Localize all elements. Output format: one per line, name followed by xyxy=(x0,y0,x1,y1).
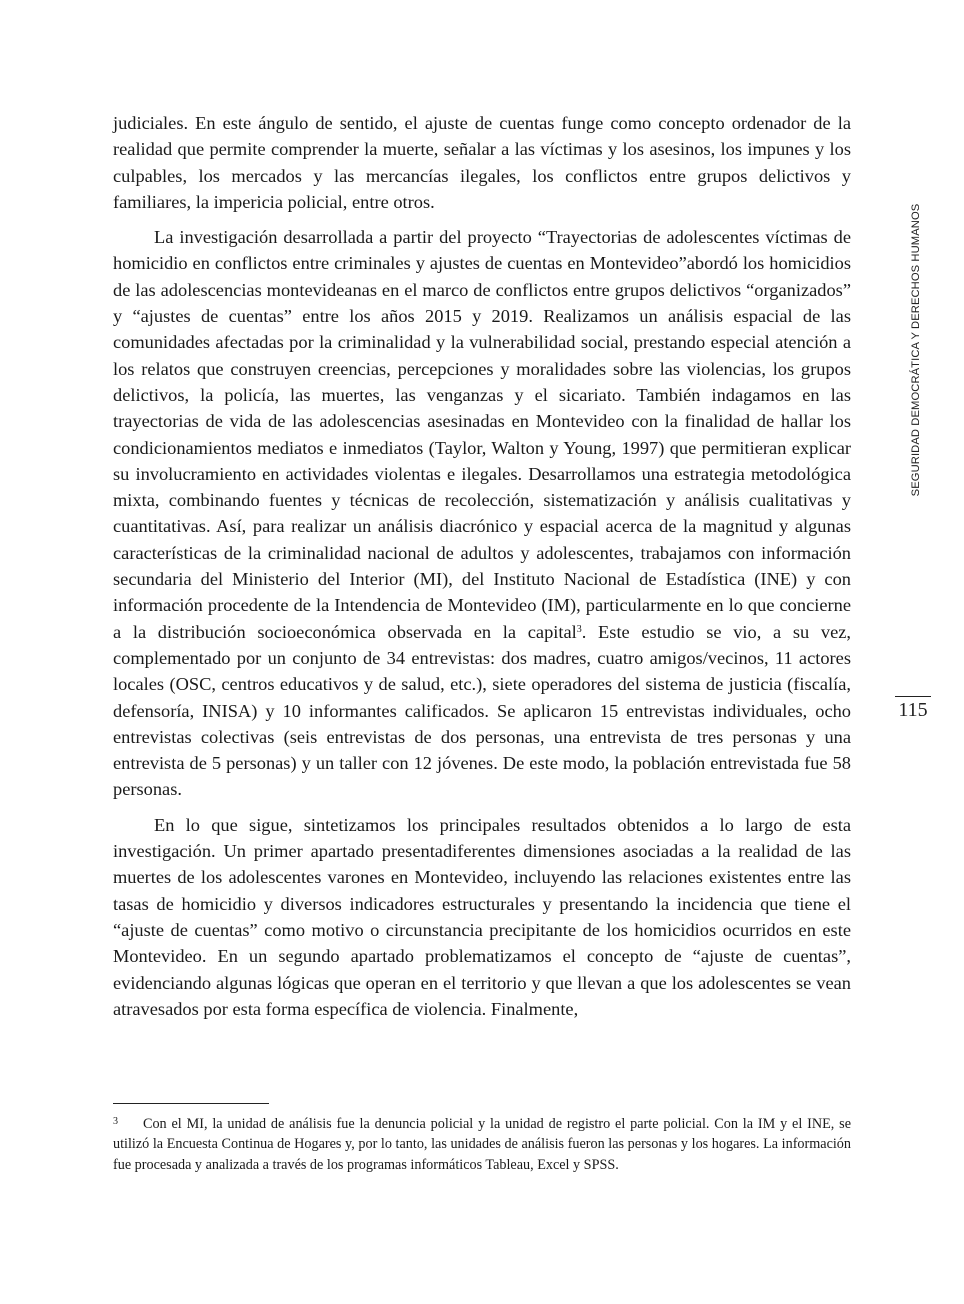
footnote-reference: 3 xyxy=(576,623,582,635)
footnote-text: Con el MI, la unidad de análisis fue la denuncia policial y la unidad de registro el parte policial. Con la IM y el INE, se utilizó la Encuesta Continua de Hogares y, por lo tanto, las unidades de análisis fueron las personas y los hogares. La información fue procesada y analizada a través de los programas informáticos Tableau, Excel y SPSS. xyxy=(113,1116,851,1173)
paragraph-1: judiciales. En este ángulo de sentido, el ajuste de cuentas funge como concepto ordenador de la realidad que permite comprender la muerte, señalar a las víctimas y los asesinos, los impunes y los culpables, los mercados y las mercancías ilegales, los conflictos entre grupos delictivos y familiares, la impericia policial, entre otros. xyxy=(113,113,851,212)
paragraph-2-text-a: La investigación desarrollada a partir del proyecto “Trayectorias de adolescentes víctimas de homicidio en conflictos entre criminales y ajustes de cuentas en Montevideo”abordó los homicidios de las adolescencias montevideanas en el marco de conflictos entre grupos delictivos “organizados” y “ajustes de cuentas” entre los años 2015 y 2019. Realizamos un análisis espacial de las comunidades afectadas por la criminalidad y la vulnerabilidad social, prestando especial atención a los relatos que construyen creencias, percepciones y moralidades sobre las violencias, los grupos delictivos, la policía, las muertes, las venganzas y el sicariato. También indagamos en las trayectorias de vida de las adolescencias asesinadas en Montevideo con la finalidad de hallar los condicionamientos mediatos e inmediatos (Taylor, Walton y Young, 1997) que permitieran explicar su involucramiento en actividades violentas e ilegales. Desarrollamos una estrategia metodológica mixta, combinando fuentes y técnicas de recolección, sistematización y análisis cualitativas y cuantitativas. Así, para realizar un análisis diacrónico y espacial acerca de la magnitud y algunas características de la criminalidad nacional de adultos y adolescentes, trabajamos con información secundaria del Ministerio del Interior (MI), del Instituto Nacional de Estadística (INE) y con información procedente de la Intendencia de Montevideo (IM), particularmente en lo que concierne a la distribución socioeconómica observada en la capital xyxy=(113,227,851,642)
page-number-rule xyxy=(895,696,931,697)
paragraph-3: En lo que sigue, sintetizamos los principales resultados obtenidos a lo largo de esta investigación. Un primer apartado presentadiferentes dimensiones asociadas a la realidad de las muertes de los adolescentes varones en Montevideo, incluyendo las relaciones existentes entre las tasas de homicidio y diversos indicadores estructurales y presentando la incidencia que tiene el “ajuste de cuentas” como motivo o circunstancia precipitante de los homicidios ocurridos en este Montevideo. En un segundo apartado problematizamos el concepto de “ajuste de cuentas”, evidenciando algunas lógicas que operan en el territorio y que llevan a que los adolescentes se vean atravesados por esta forma específica de violencia. Finalmente, xyxy=(113,814,851,1019)
footnote xyxy=(113,1112,851,1175)
footnote-separator xyxy=(113,1103,269,1104)
page-number: 115 xyxy=(898,699,928,721)
footnote-mark: 3 xyxy=(113,1116,118,1127)
running-header: SEGURIDAD DEMOCRÁTICA Y DERECHOS HUMANOS xyxy=(910,203,922,497)
paragraph-2 xyxy=(113,224,851,803)
body-text xyxy=(113,110,851,1031)
paragraph-2-text-b: . Este estudio se vio, a su vez, complementado por un conjunto de 34 entrevistas: dos madres, cuatro amigos/vecinos, 11 actores locales (OSC, centros educativos y de salud, etc.), siete operadores del sistema de justicia (fiscalía, defensoría, INISA) y 10 informantes calificados. Se aplicaron 15 entrevistas individuales, ocho entrevistas colectivas (seis entrevistas de dos personas, una entrevista de tres personas y una entrevista de 5 personas) y un taller con 12 jóvenes. De este modo, la población entrevistada fue 58 personas. xyxy=(113,621,852,800)
